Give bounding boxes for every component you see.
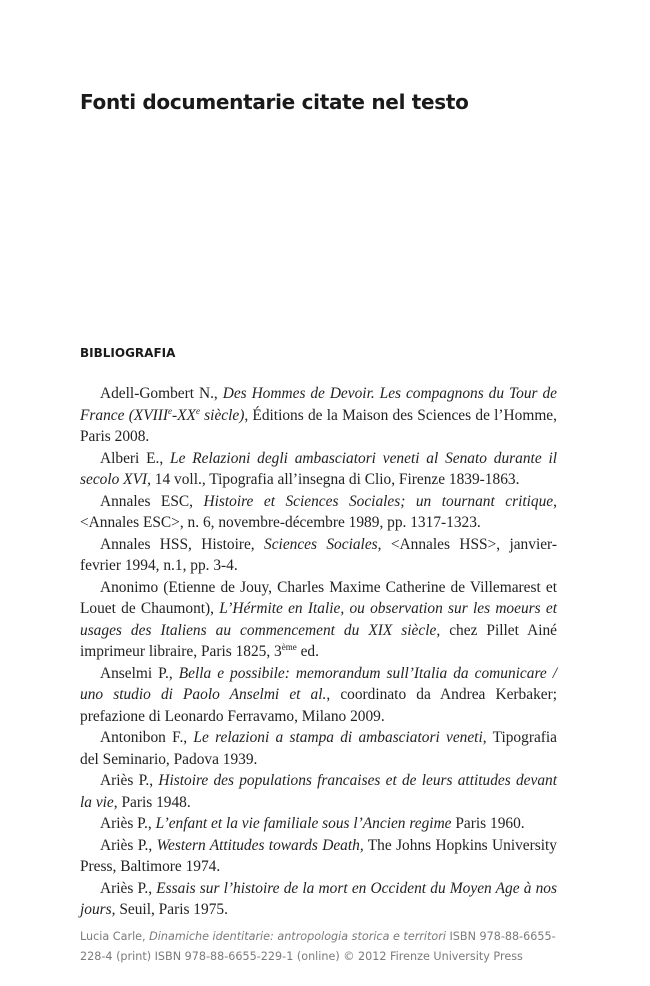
entry-text: , <Annales HSS>, janvier-fevrier 1994, n.1, pp. 3-4. (80, 535, 557, 574)
entry-text: Annales HSS, Histoire, (100, 535, 265, 553)
bibliography-list (80, 383, 557, 921)
entry-italic-text: Sciences Sociales (264, 535, 378, 553)
entry-italic-text: Bella e possibile: memorandum sull’Italia da comunicare / uno studio di Paolo Anselmi et al. (80, 664, 557, 703)
section-heading-bibliografia: BIBLIOGRAFIA (80, 346, 176, 360)
entry-italic-text: Histoire et Sciences Sociales; un tournant critique (203, 492, 554, 510)
entry-text: , Tipografia del Seminario, Padova 1939. (80, 729, 558, 768)
bibliography-entry (80, 534, 557, 577)
entry-text: Seuil, Paris 1975. (115, 901, 228, 918)
entry-text: Antonibon F., (100, 729, 194, 746)
entry-italic-text: siècle) (199, 406, 245, 424)
entry-italic-text: -XX (172, 406, 196, 424)
entry-text: Ariès P., (100, 815, 156, 832)
entry-superscript: ème (281, 641, 297, 652)
entry-text: , coordinato da Andrea Kerbaker; prefazione di Leonardo Ferravamo, Milano 2009. (80, 686, 557, 725)
bibliography-entry (80, 383, 557, 448)
footer-author: Lucia Carle, (80, 930, 150, 943)
entry-text: , Paris 1948. (113, 793, 191, 811)
entry-italic-text: L’enfant et la vie familiale sous l’Ancien regime (155, 815, 452, 832)
entry-italic-text: L’Hérmite en Italie, ou observation sur les moeurs et usages des Italiens au commencement du XIX siècle, (80, 600, 557, 639)
entry-italic-text: Des Hommes de Devoir. Les compagnons du Tour de France (XVIII (80, 385, 557, 424)
bibliography-entry (80, 813, 557, 835)
entry-italic-text: Le Relazioni degli ambasciatori veneti al Senato durante il secolo XVI, (80, 449, 557, 488)
entry-text: Adell-Gombert N., (100, 385, 223, 402)
bibliography-entry (80, 835, 557, 878)
entry-italic-text: Le relazioni a stampa di ambasciatori veneti (193, 729, 483, 746)
page-title: Fonti documentarie citate nel testo (80, 90, 469, 114)
entry-text: Anonimo (Etienne de Jouy, Charles Maxime Catherine de Villemarest et Louet de Chaumont), (80, 578, 557, 617)
bibliography-entry (80, 577, 557, 663)
entry-text: 14 voll., Tipografia all’insegna di Clio, Firenze 1839-1863. (150, 471, 520, 488)
entry-superscript: e (168, 405, 172, 416)
bibliography-entry (80, 448, 557, 491)
entry-text: Ariès P., (100, 772, 159, 789)
entry-italic-text: Western Attitudes towards Death, (156, 836, 364, 854)
entry-text: , <Annales ESC>, n. 6, novembre-décembre 1989, pp. 1317-1323. (80, 492, 557, 531)
entry-italic-text: Essais sur l’histoire de la mort en Occident du Moyen Age à nos jours, (80, 879, 557, 918)
bibliography-entry (80, 878, 557, 921)
entry-italic-text: Histoire des populations francaises et de leurs attitudes devant la vie (80, 772, 557, 811)
entry-text: Anselmi P., (100, 664, 179, 682)
entry-superscript: e (195, 405, 200, 416)
entry-text: Alberi E., (100, 449, 171, 467)
entry-text: ed. (296, 643, 319, 660)
entry-text: The Johns Hopkins University Press, Baltimore 1974. (80, 836, 557, 875)
bibliography-entry (80, 491, 557, 534)
entry-text: Paris 1960. (451, 815, 525, 832)
entry-text: Ariès P., (100, 836, 157, 854)
footer-book-title: Dinamiche identitarie: antropologia storica e territori (149, 930, 446, 943)
entry-text: Annales ESC, (100, 492, 204, 510)
entry-text: , Éditions de la Maison des Sciences de l’Homme, Paris 2008. (80, 406, 557, 445)
footer-citation (80, 927, 570, 967)
bibliography-entry (80, 770, 557, 813)
footer-publication-info: ISBN 978-88-6655-228-4 (print) ISBN 978-88-6655-229-1 (online) © 2012 Firenze University Press (80, 930, 556, 963)
bibliography-entry (80, 663, 557, 728)
entry-text: Ariès P., (100, 879, 157, 897)
bibliography-entry (80, 727, 557, 770)
entry-text: chez Pillet Ainé imprimeur libraire, Paris 1825, 3 (80, 621, 558, 660)
